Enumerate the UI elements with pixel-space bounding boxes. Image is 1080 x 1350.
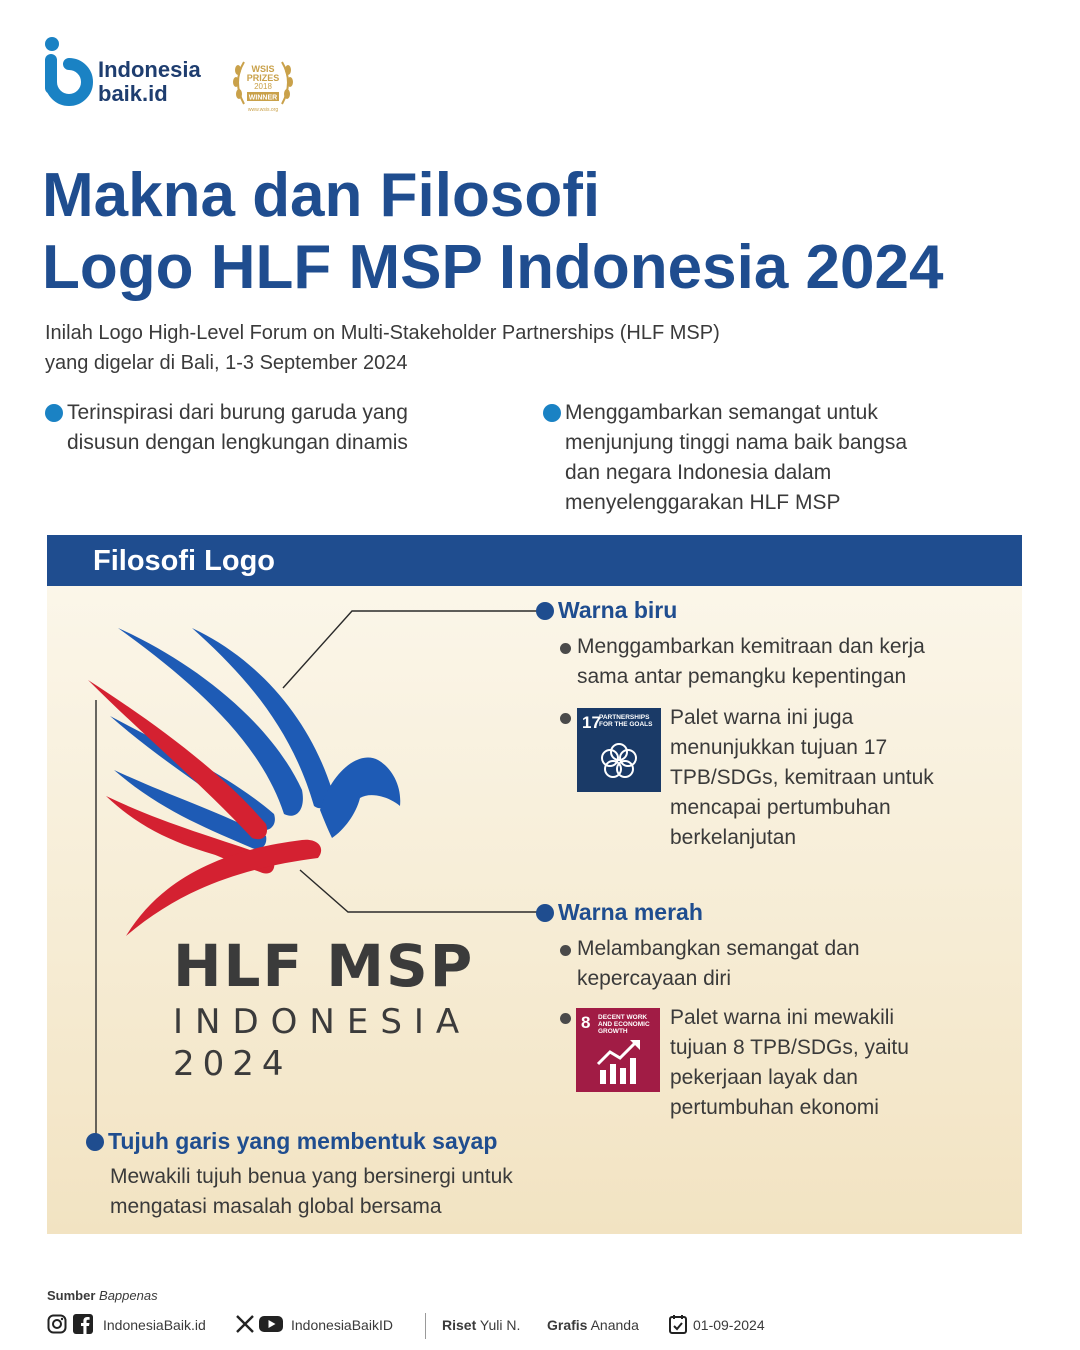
intro-bullet-1 (45, 398, 495, 458)
publish-date: 01-09-2024 (693, 1317, 765, 1333)
sdg-8-text-line2: tujuan 8 TPB/SDGs, yaitu (670, 1036, 909, 1059)
grafis-credit (547, 1317, 639, 1333)
sdg-8-text-line1: Palet warna ini mewakili (670, 1006, 895, 1029)
wings-title-text: Tujuh garis yang membentuk sayap (108, 1128, 498, 1154)
indonesiabaik-logo-icon (44, 36, 94, 112)
brand-name-line1: Indonesia (98, 57, 201, 82)
social-handle-2[interactable]: IndonesiaBaikID (291, 1317, 393, 1333)
bullet-dot-icon (86, 1133, 104, 1151)
red-description (560, 934, 1000, 994)
sdg-17-text-line5: berkelanjutan (670, 826, 797, 849)
logo-wordmark-line3: 2024 (173, 1044, 292, 1084)
brand-logo (44, 36, 304, 116)
riset-value: Yuli N. (479, 1317, 521, 1333)
award-line-1: WSIS (251, 64, 275, 74)
calendar-check-icon (669, 1314, 687, 1334)
sdg-17-label: PARTNERSHIPS FOR THE GOALS (599, 714, 653, 728)
blue-title-text: Warna biru (558, 597, 678, 623)
sdg-8-number: 8 (581, 1013, 591, 1032)
intro-bullet-2 (543, 398, 993, 518)
intro-bullet-1-line1: Terinspirasi dari burung garuda yang (67, 401, 408, 424)
footer-divider (425, 1313, 426, 1339)
sdg-8-label: DECENT WORK AND ECONOMIC GROWTH (598, 1014, 650, 1035)
subtitle-line2: yang digelar di Bali, 1-3 September 2024 (45, 352, 408, 374)
blue-desc-line1: Menggambarkan kemitraan dan kerja (577, 635, 925, 658)
youtube-icon[interactable] (259, 1314, 283, 1334)
panel-title: Filosofi Logo (93, 545, 276, 577)
riset-label: Riset (442, 1317, 477, 1333)
bullet-dot-icon (560, 713, 571, 724)
sdg-8-text (670, 1003, 1000, 1123)
brand-name-line2: baik.id (98, 81, 168, 106)
blue-section-title (536, 597, 677, 624)
page-title (42, 160, 1042, 304)
award-line-2: PRIZES (246, 73, 280, 83)
sdg-8-text-line4: pertumbuhan ekonomi (670, 1096, 879, 1119)
intro-bullet-2-line3: dan negara Indonesia dalam (565, 461, 832, 484)
bullet-dot-icon (536, 904, 554, 922)
growth-chart-icon (594, 1038, 642, 1086)
x-twitter-icon[interactable] (235, 1314, 255, 1334)
riset-credit (442, 1317, 520, 1333)
blue-description (560, 632, 1000, 692)
title-line2: Logo HLF MSP Indonesia 2024 (42, 233, 944, 302)
sdg-17-text-line3: TPB/SDGs, kemitraan untuk (670, 766, 934, 789)
footer-bar (47, 1313, 1037, 1339)
source-label: Sumber (47, 1288, 96, 1303)
award-line-4: WINNER (248, 94, 278, 102)
logo-wordmark-line2: INDONESIA (173, 1002, 472, 1042)
sdg-8-text-line3: pekerjaan layak dan (670, 1066, 858, 1089)
sdg-17-text-line4: mencapai pertumbuhan (670, 796, 891, 819)
bullet-dot-icon (543, 404, 561, 422)
red-section-title (536, 899, 703, 926)
bullet-dot-icon (536, 602, 554, 620)
bullet-dot-icon (560, 945, 571, 956)
sdg-17-text (670, 703, 1000, 853)
intro-bullet-1-line2: disusun dengan lengkungan dinamis (67, 431, 408, 454)
instagram-icon[interactable] (47, 1314, 67, 1334)
red-desc-line2: kepercayaan diri (577, 967, 732, 990)
sdg-8-badge (576, 1008, 660, 1092)
wings-section-title (86, 1128, 497, 1155)
wsis-award-icon (230, 54, 296, 116)
sdg-17-number: 17 (582, 713, 601, 732)
sdg-17-text-line2: menunjukkan tujuan 17 (670, 736, 888, 759)
source-value: Bappenas (99, 1288, 158, 1303)
panel-header (47, 535, 1022, 586)
bullet-dot-icon (560, 643, 571, 654)
source-credit (47, 1288, 158, 1303)
sdg-17-text-line1: Palet warna ini juga (670, 706, 854, 729)
wings-desc-line1: Mewakili tujuh benua yang bersinergi untuk (110, 1165, 513, 1188)
wings-description (110, 1162, 610, 1222)
flower-rings-icon (595, 738, 643, 786)
social-handle-1[interactable]: IndonesiaBaik.id (103, 1317, 206, 1333)
award-footer: www.wsis.org (247, 107, 279, 113)
bullet-dot-icon (45, 404, 63, 422)
grafis-value: Ananda (590, 1317, 639, 1333)
title-line1: Makna dan Filosofi (42, 161, 601, 230)
subtitle-line1: Inilah Logo High-Level Forum on Multi-Stakeholder Partnerships (HLF MSP) (45, 322, 720, 344)
grafis-label: Grafis (547, 1317, 588, 1333)
subtitle (45, 318, 945, 378)
blue-desc-line2: sama antar pemangku kepentingan (577, 665, 907, 688)
wings-desc-line2: mengatasi masalah global bersama (110, 1195, 442, 1218)
award-line-3: 2018 (254, 82, 272, 91)
bullet-dot-icon (560, 1013, 571, 1024)
intro-bullet-2-line1: Menggambarkan semangat untuk (565, 401, 878, 424)
logo-wordmark-line1: HLF MSP (173, 932, 475, 1000)
hlf-msp-garuda-logo (70, 600, 430, 940)
sdg-17-badge (577, 708, 661, 792)
red-desc-line1: Melambangkan semangat dan (577, 937, 860, 960)
intro-bullet-2-line4: menyelenggarakan HLF MSP (565, 491, 841, 514)
red-title-text: Warna merah (558, 899, 703, 925)
intro-bullet-2-line2: menjunjung tinggi nama baik bangsa (565, 431, 908, 454)
facebook-icon[interactable] (73, 1314, 93, 1334)
